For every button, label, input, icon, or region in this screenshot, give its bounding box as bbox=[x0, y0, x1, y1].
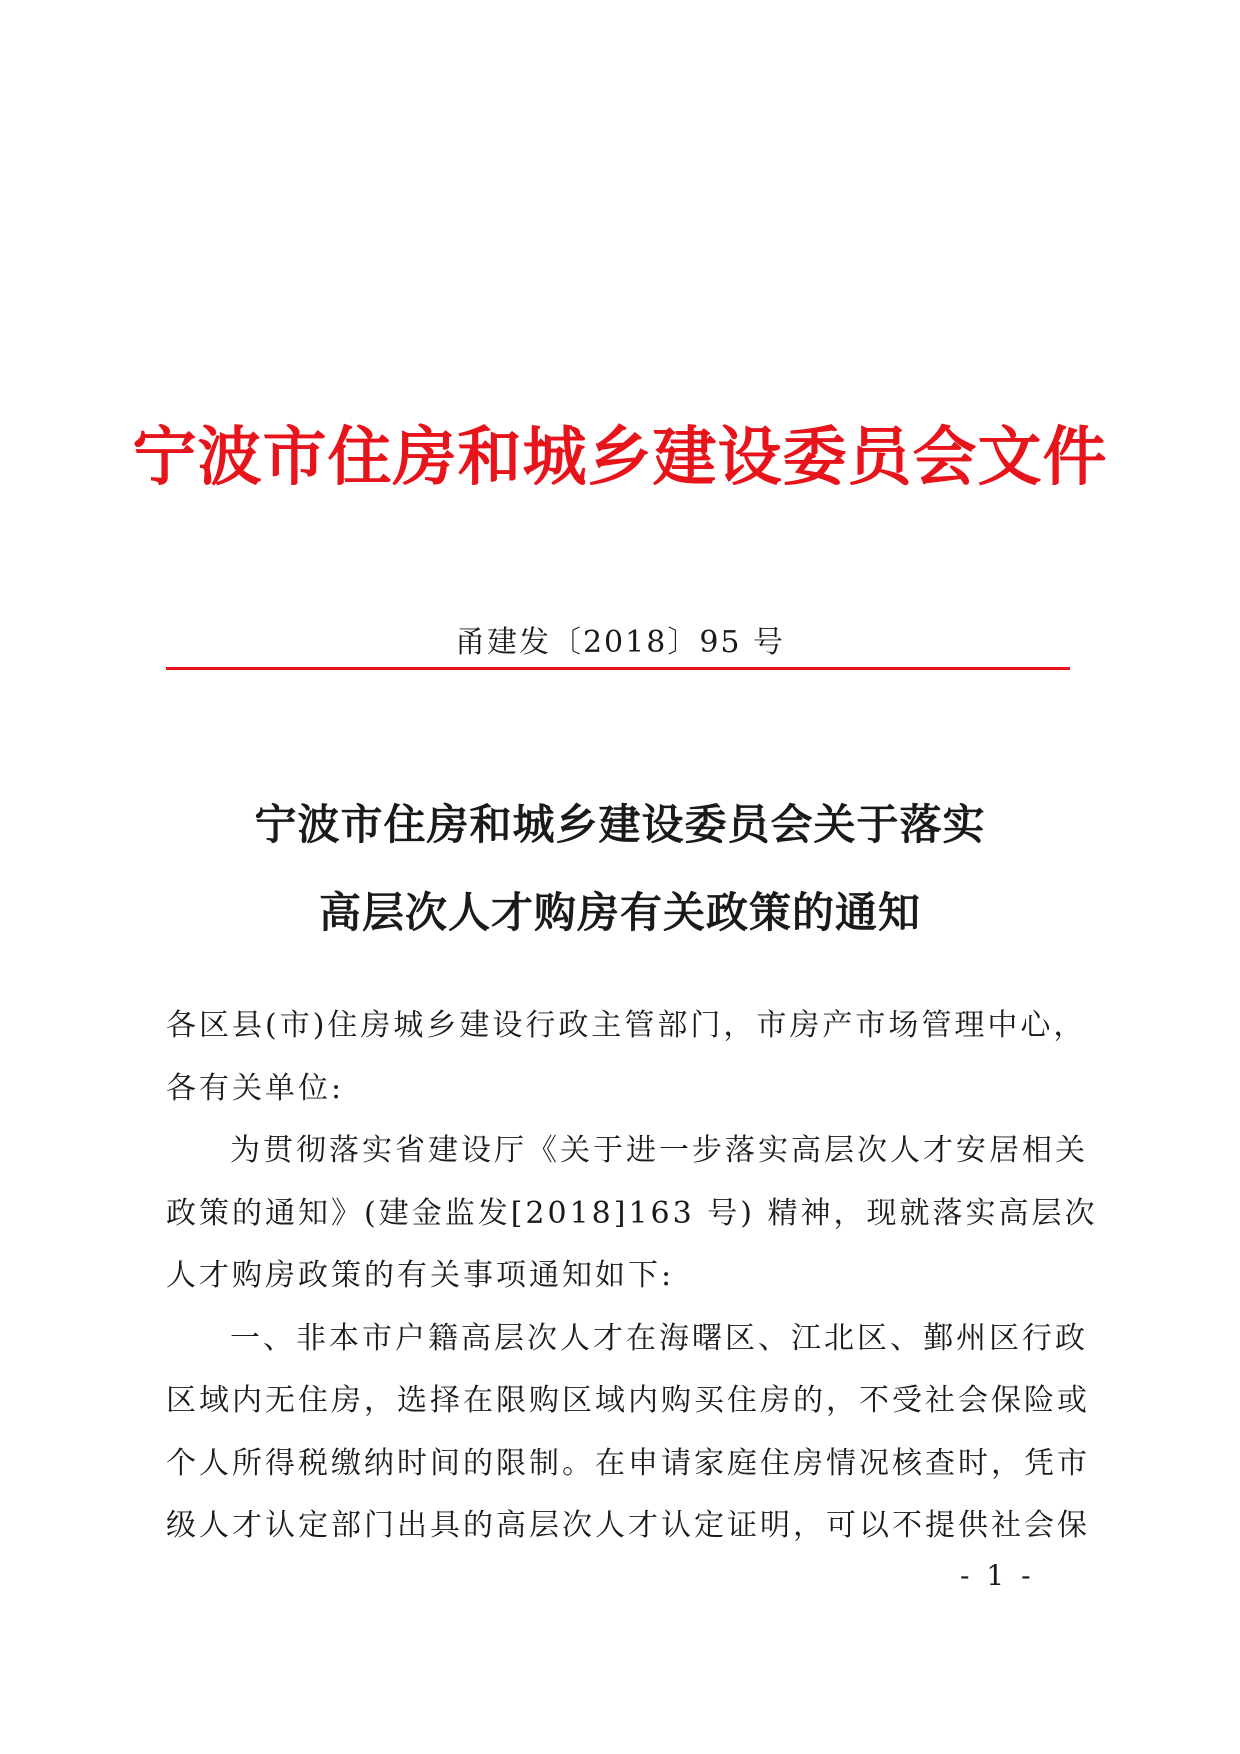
body-line-2: 各有关单位: bbox=[166, 1070, 345, 1106]
body-line-8: 个人所得税缴纳时间的限制。在申请家庭住房情况核查时，凭市 bbox=[166, 1445, 1090, 1481]
body-line-1: 各区县(市)住房城乡建设行政主管部门，市房产市场管理中心， bbox=[166, 1008, 1087, 1043]
notice-title bbox=[0, 781, 1240, 957]
red-separator-line bbox=[166, 667, 1070, 670]
notice-title-line-1: 宁波市住房和城乡建设委员会关于落实 bbox=[254, 800, 986, 849]
document-number: 甬建发〔2018〕95 号 bbox=[454, 625, 786, 660]
issuing-authority-header: 宁波市住房和城乡建设委员会文件 bbox=[132, 420, 1108, 495]
body-line-5: 人才购房政策的有关事项通知如下: bbox=[166, 1258, 675, 1293]
body-text bbox=[166, 995, 1098, 1558]
body-line-6: 一、非本市户籍高层次人才在海曙区、江北区、鄞州区行政 bbox=[230, 1320, 1088, 1356]
notice-title-line-2: 高层次人才购房有关政策的通知 bbox=[318, 888, 921, 937]
body-line-7: 区域内无住房，选择在限购区域内购买住房的，不受社会保险或 bbox=[166, 1383, 1090, 1418]
body-line-4: 政策的通知》(建金监发[2018]163 号) 精神，现就落实高层次 bbox=[166, 1195, 1098, 1231]
body-line-9: 级人才认定部门出具的高层次人才认定证明，可以不提供社会保 bbox=[166, 1508, 1090, 1543]
body-line-3: 为贯彻落实省建设厅《关于进一步落实高层次人才安居相关 bbox=[230, 1133, 1088, 1168]
page-number: - 1 - bbox=[960, 1559, 1035, 1592]
